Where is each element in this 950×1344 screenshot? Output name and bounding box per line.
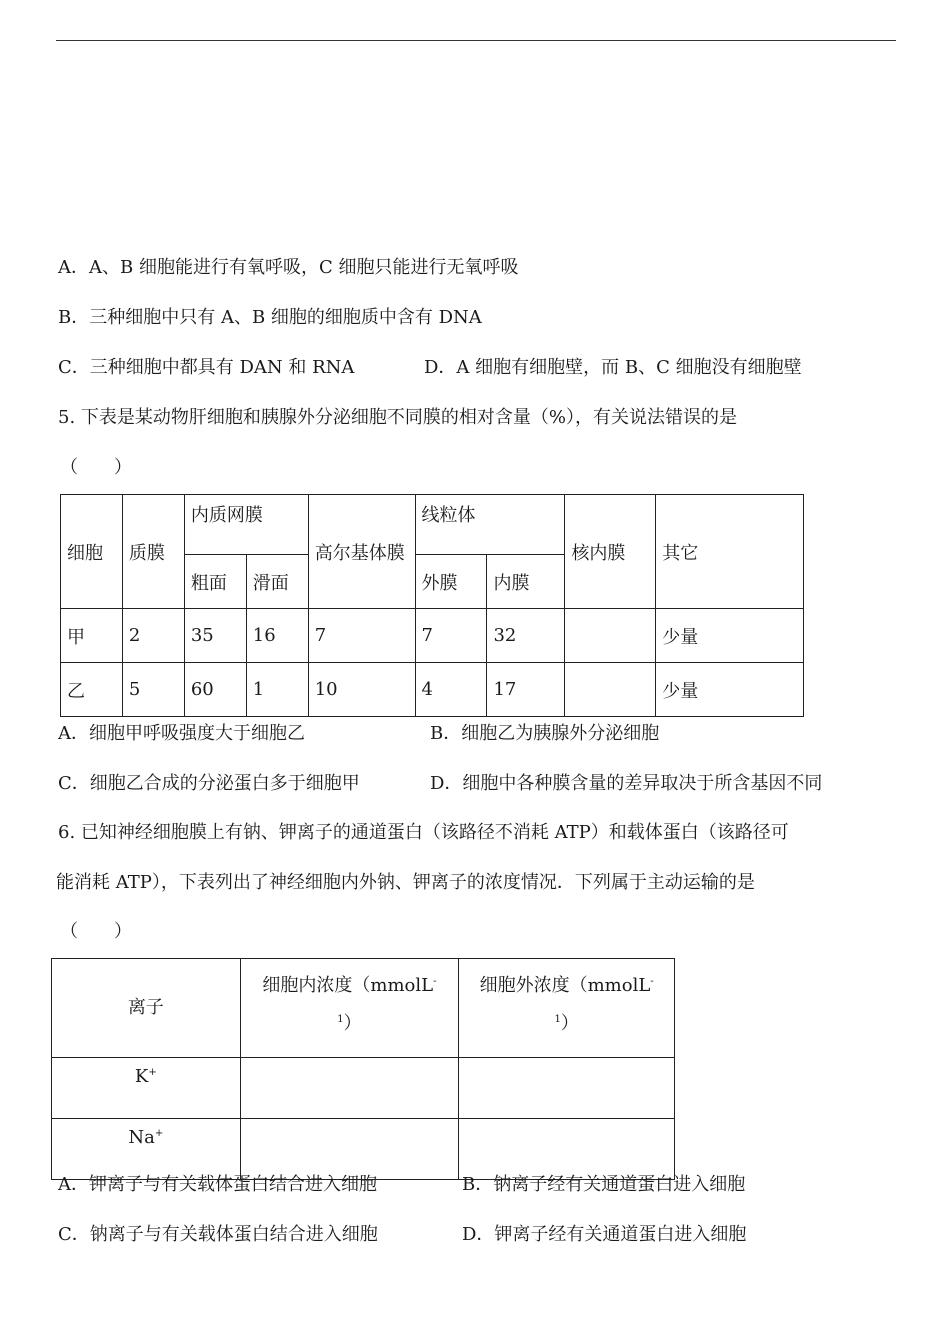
header-outer-membrane: 外膜 (415, 555, 487, 609)
table-cell: 10 (308, 663, 415, 717)
q6-option-c: C．钠离子与有关载体蛋白结合进入细胞 (58, 1224, 378, 1245)
table-cell: 少量 (656, 609, 804, 663)
unit-close-paren: ） (560, 1013, 579, 1034)
unit-exponent-value: 1 (337, 1014, 344, 1025)
header-outside-concentration (459, 959, 675, 1058)
ion-symbol: Na (128, 1127, 155, 1148)
q5-stem: 5. 下表是某动物肝细胞和胰腺外分泌细胞不同膜的相对含量（%），有关说法错误的是 (58, 407, 737, 428)
table-cell (240, 1119, 459, 1180)
q5-option-d: D．细胞中各种膜含量的差异取决于所含基因不同 (430, 773, 823, 794)
unit-exponent-sign: - (433, 976, 437, 987)
unit-exponent-sign: - (650, 976, 654, 987)
header-cell: 细胞 (61, 495, 123, 609)
header-inside-concentration (240, 959, 459, 1058)
table-row (61, 663, 804, 717)
table-cell: 少量 (656, 663, 804, 717)
table-cell: 7 (308, 609, 415, 663)
outside-label: 细胞外浓度（mmolL (479, 975, 651, 996)
unit-close-paren: ） (343, 1013, 362, 1034)
table-cell: 7 (415, 609, 487, 663)
table-cell: 17 (487, 663, 565, 717)
q6-stem-line2: 能消耗 ATP），下表列出了神经细胞内外钠、钾离子的浓度情况．下列属于主动运输的是 (56, 872, 755, 893)
table-cell: 16 (246, 609, 308, 663)
q5-answer-paren: （ ） (60, 457, 132, 478)
table-cell: 2 (122, 609, 184, 663)
q4-option-d: D．A 细胞有细胞壁，而 B、C 细胞没有细胞壁 (424, 357, 802, 378)
header-mitochondria: 线粒体 (415, 495, 565, 555)
unit-exponent-value: 1 (554, 1014, 561, 1025)
q5-option-a: A．细胞甲呼吸强度大于细胞乙 (58, 723, 305, 744)
table-cell: 32 (487, 609, 565, 663)
header-rough-er: 粗面 (184, 555, 246, 609)
ion-charge: + (148, 1067, 157, 1078)
table-cell (565, 663, 656, 717)
header-other: 其它 (656, 495, 804, 609)
table-cell: 60 (184, 663, 246, 717)
q4-option-a: A．A、B 细胞能进行有氧呼吸，C 细胞只能进行无氧呼吸 (58, 257, 519, 278)
table-cell: 甲 (61, 609, 123, 663)
table-row (61, 609, 804, 663)
q6-option-d: D．钾离子经有关通道蛋白进入细胞 (462, 1224, 747, 1245)
table-cell: 5 (122, 663, 184, 717)
q6-stem-line1: 6. 已知神经细胞膜上有钠、钾离子的通道蛋白（该路径不消耗 ATP）和载体蛋白（该路径可 (58, 822, 789, 843)
table-cell: 1 (246, 663, 308, 717)
header-inner-membrane: 内膜 (487, 555, 565, 609)
header-nuclear-membrane: 核内膜 (565, 495, 656, 609)
ion-charge: + (154, 1128, 164, 1139)
ion-cell (52, 1119, 241, 1180)
header-rule (56, 40, 896, 41)
header-ion: 离子 (52, 959, 241, 1058)
table-cell: 乙 (61, 663, 123, 717)
table-cell (240, 1058, 459, 1119)
header-plasma-membrane: 质膜 (122, 495, 184, 609)
q6-answer-paren: （ ） (60, 921, 132, 942)
table-header-row (61, 495, 804, 555)
ion-cell (52, 1058, 241, 1119)
q5-membrane-table (60, 494, 804, 717)
table-cell: 4 (415, 663, 487, 717)
header-er-membrane: 内质网膜 (184, 495, 308, 555)
header-golgi-membrane: 高尔基体膜 (308, 495, 415, 609)
q6-option-b: B．钠离子经有关通道蛋白进入细胞 (462, 1174, 746, 1195)
table-cell (459, 1119, 675, 1180)
q5-option-c: C．细胞乙合成的分泌蛋白多于细胞甲 (58, 773, 360, 794)
table-row (52, 1119, 675, 1180)
table-cell: 35 (184, 609, 246, 663)
header-smooth-er: 滑面 (246, 555, 308, 609)
table-row (52, 1058, 675, 1119)
table-header-row (52, 959, 675, 1058)
ion-symbol: K (134, 1066, 149, 1087)
q6-option-a: A．钾离子与有关载体蛋白结合进入细胞 (58, 1174, 377, 1195)
table-cell (459, 1058, 675, 1119)
q6-ion-table (51, 958, 675, 1180)
q4-option-c: C．三种细胞中都具有 DAN 和 RNA (58, 357, 355, 378)
q4-option-b: B．三种细胞中只有 A、B 细胞的细胞质中含有 DNA (58, 307, 482, 328)
inside-label: 细胞内浓度（mmolL (262, 975, 434, 996)
table-cell (565, 609, 656, 663)
q5-option-b: B．细胞乙为胰腺外分泌细胞 (430, 723, 660, 744)
